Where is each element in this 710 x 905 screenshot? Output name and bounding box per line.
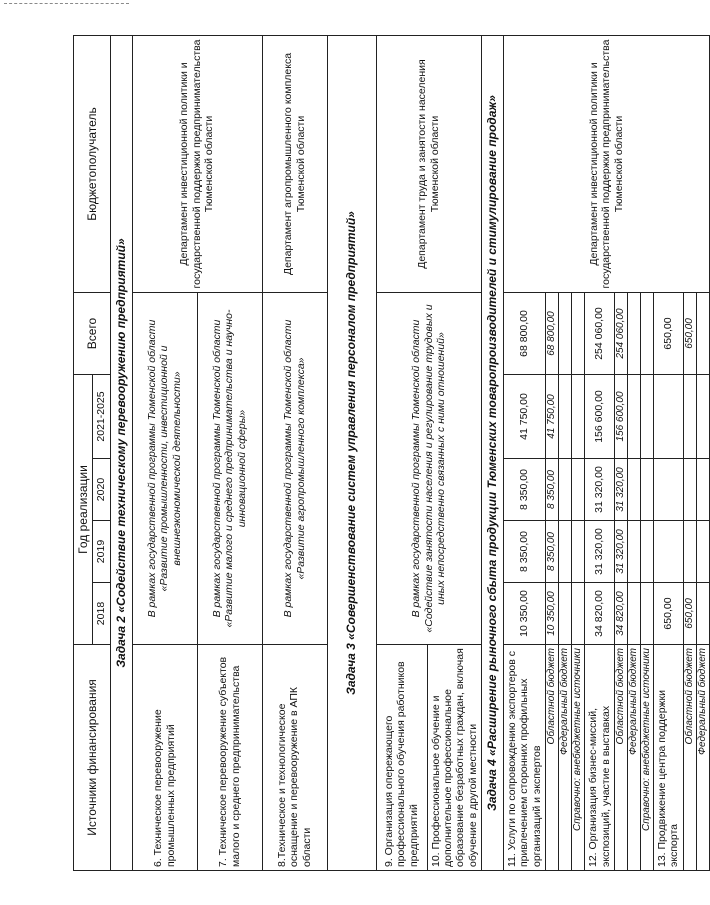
task-4-title: Задача 4 «Расширение рыночного сбыта продукции Тюменских товаропроизводителей и стимулирование продаж» <box>482 36 504 871</box>
header-year-2018: 2018 <box>93 583 110 645</box>
header-sources: Источники финансирования <box>74 645 111 871</box>
row-12-2018: 34 820,00 <box>585 583 615 645</box>
recipient-labor-dept: Департамент труда и занятости населения Тюменской области <box>376 36 482 293</box>
task-2-row <box>110 36 132 871</box>
row-13-regional-total: 650,00 <box>683 293 696 375</box>
row-11-2018: 10 350,00 <box>504 583 546 645</box>
row-12-name: 12. Организация бизнес-миссий, экспозиций, участие в выставках <box>585 645 615 871</box>
row-12-federal-name: Федеральный бюджет <box>627 645 640 871</box>
row-12-extra-name: Справочно: внебюджетные источники <box>640 645 653 871</box>
header-year-2020: 2020 <box>93 459 110 521</box>
row-8-note: В рамках государственной программы Тюменской области «Развитие агропромышленного комплекса» <box>262 293 327 645</box>
top-dashed-line <box>4 3 129 4</box>
recipient-agro-dept: Департамент агропромышленного комплекса Тюменской области <box>262 36 327 293</box>
row-13-federal-name: Федеральный бюджет <box>696 645 709 871</box>
row-11-regional-total: 68 800,00 <box>546 293 559 375</box>
row-13-regional-name: Областной бюджет <box>683 645 696 871</box>
row-7-name: 7. Техническое перевооружение субъектов малого и среднего предпринимательства <box>197 645 262 871</box>
row-12-regional-2019: 31 320,00 <box>614 521 627 583</box>
task-3-title: Задача 3 «Совершенствование систем управления персоналом предприятий» <box>327 36 376 871</box>
row-11-total: 68 800,00 <box>504 293 546 375</box>
row-11-regional-2021-2025: 41 750,00 <box>546 375 559 459</box>
financing-table <box>73 35 710 871</box>
header-period: Год реализации <box>74 375 93 645</box>
row-11 <box>504 36 546 871</box>
row-12-total: 254 060,00 <box>585 293 615 375</box>
row-12-regional-2020: 31 320,00 <box>614 459 627 521</box>
row-10-name: 10. Профессиональное обучение и дополнительное профессиональное образование безработных граждан, включая обучение в другой местности <box>427 645 482 871</box>
row-11-regional-2020: 8 350,00 <box>546 459 559 521</box>
row-11-2020: 8 350,00 <box>504 459 546 521</box>
task-4-row <box>482 36 504 871</box>
row-12-2019: 31 320,00 <box>585 521 615 583</box>
rotated-page <box>73 36 708 871</box>
task-2-title: Задача 2 «Содействие техническому перевооружению предприятий» <box>110 36 132 871</box>
row-11-2019: 8 350,00 <box>504 521 546 583</box>
task-3-row <box>327 36 376 871</box>
row-11-federal-name: Федеральный бюджет <box>559 645 572 871</box>
row-13-total: 650,00 <box>653 293 683 375</box>
header-year-2021-2025: 2021-2025 <box>93 375 110 459</box>
row-12-regional-name: Областной бюджет <box>614 645 627 871</box>
header-row-1 <box>74 36 93 871</box>
row-11-regional-2019: 8 350,00 <box>546 521 559 583</box>
row-8 <box>262 36 327 871</box>
header-year-2019: 2019 <box>93 521 110 583</box>
row-8-name: 8.Техническое и технологическое оснащение и перевооружение в АПК области <box>262 645 327 871</box>
row-12-regional-total: 254 060,00 <box>614 293 627 375</box>
row-12-regional-2018: 34 820,00 <box>614 583 627 645</box>
row-11-name: 11. Услуги по сопровождению экспортеров с привлечением сторонних профильных организаций и экспертов <box>504 645 546 871</box>
row-11-2021-2025: 41 750,00 <box>504 375 546 459</box>
row-11-regional-name: Областной бюджет <box>546 645 559 871</box>
row-13-2018: 650,00 <box>653 583 683 645</box>
row-12-2021-2025: 156 600,00 <box>585 375 615 459</box>
recipient-investment-dept: Департамент инвестиционной политики и государственной поддержки предпринимательства Тюменской области <box>132 36 262 293</box>
row-11-extra-name: Справочно: внебюджетные источники <box>572 645 585 871</box>
row-6-note: В рамках государственной программы Тюменской области «Развитие промышленности, инвестиционной и внешнеэкономической деятельности» <box>132 293 197 645</box>
header-recipient: Бюджетополучатель <box>74 36 111 293</box>
row-12-regional-2021-2025: 156 600,00 <box>614 375 627 459</box>
row-7-note: В рамках государственной программы Тюменской области «Развитие малого и среднего предпринимательства и научно-инновационной сферы» <box>197 293 262 645</box>
row-6 <box>132 36 197 871</box>
row-9-name: 9. Организация опережающего профессионального обучения работников предприятий <box>376 645 427 871</box>
recipient-investment-dept-task4: Департамент инвестиционной политики и государственной поддержки предпринимательства Тюменской области <box>504 36 710 293</box>
header-total: Всего <box>74 293 111 375</box>
row-13-regional-2018: 650,00 <box>683 583 696 645</box>
row-9 <box>376 36 427 871</box>
row-11-regional-2018: 10 350,00 <box>546 583 559 645</box>
row-12-2020: 31 320,00 <box>585 459 615 521</box>
row-13-name: 13. Продвижение центра поддержки экспорта <box>653 645 683 871</box>
row-6-name: 6. Техническое перевооружение промышленных предприятий <box>132 645 197 871</box>
task-3-note: В рамках государственной программы Тюменской области «Содействие занятости населения и регулирование трудовых и иных непосредственно связанных с ними отношений» <box>376 293 482 645</box>
